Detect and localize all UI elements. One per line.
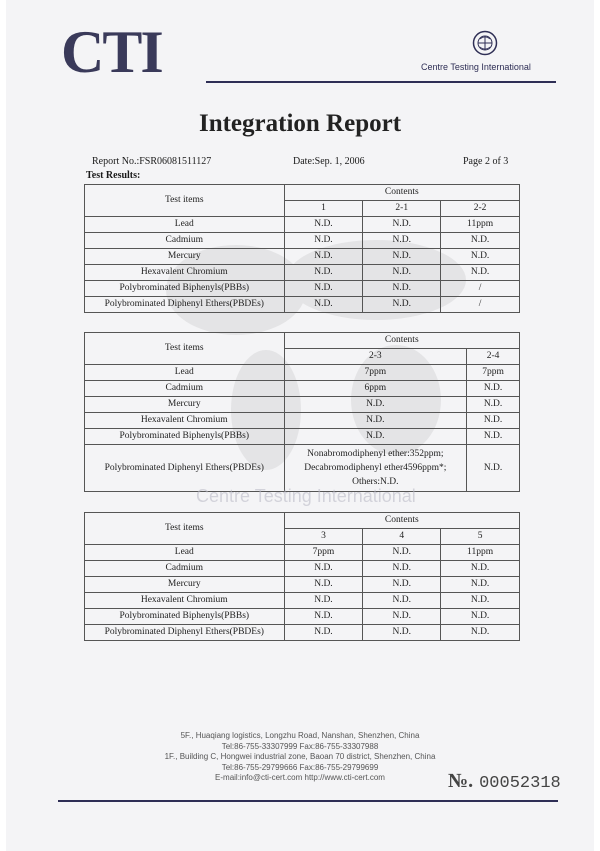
result-value: 7ppm: [284, 365, 467, 381]
report-title: Integration Report: [198, 110, 402, 137]
pbde-detail-line: Others:N.D.: [352, 477, 399, 487]
footer-line: E-mail:info@cti-cert.com http://www.cti-cert.com: [215, 773, 385, 782]
serial-prefix: №.: [448, 770, 474, 792]
test-item: Cadmium: [85, 561, 285, 577]
table-row: [85, 561, 520, 577]
result-value: N.D.: [363, 281, 441, 297]
test-item: Lead: [85, 365, 285, 381]
result-value: N.D.: [441, 265, 520, 281]
table-row: [85, 297, 520, 313]
table-row: [85, 429, 520, 445]
result-value: N.D.: [441, 625, 520, 641]
test-item: Polybrominated Biphenyls(PBBs): [85, 609, 285, 625]
result-value: N.D.: [363, 561, 441, 577]
result-value: N.D.: [363, 217, 441, 233]
footer-line: Tel:86-755-33307999 Fax:86-755-33307988: [221, 741, 379, 751]
table-row: [85, 265, 520, 281]
result-value: N.D.: [284, 249, 363, 265]
table-row: [85, 577, 520, 593]
result-value: N.D.: [284, 217, 363, 233]
result-value: N.D.: [467, 413, 520, 429]
result-value: N.D.: [441, 609, 520, 625]
result-value: N.D.: [284, 609, 363, 625]
result-value: N.D.: [467, 381, 520, 397]
table-row: [85, 217, 520, 233]
pbde-detail-cell: [284, 445, 467, 492]
result-value: N.D.: [284, 265, 363, 281]
test-results-label: Test Results:: [86, 170, 141, 181]
result-value: N.D.: [284, 429, 467, 445]
column-header: 5: [441, 529, 520, 545]
column-header: 2-3: [284, 349, 467, 365]
test-item: Cadmium: [85, 233, 285, 249]
result-value: N.D.: [441, 249, 520, 265]
result-value: 6ppm: [284, 381, 467, 397]
result-value: N.D.: [363, 545, 441, 561]
test-items-header: Test items: [85, 513, 285, 545]
column-header: 4: [363, 529, 441, 545]
table-row: [85, 233, 520, 249]
result-value: N.D.: [284, 281, 363, 297]
header-divider: [206, 81, 556, 83]
result-value: N.D.: [441, 233, 520, 249]
test-items-header: Test items: [85, 333, 285, 365]
column-header: 3: [284, 529, 363, 545]
globe-emblem-icon: [472, 30, 498, 56]
column-header: 1: [284, 201, 363, 217]
contents-header: Contents: [284, 333, 520, 349]
test-item: Hexavalent Chromium: [85, 593, 285, 609]
serial-number: [448, 770, 561, 793]
result-value: N.D.: [441, 577, 520, 593]
result-value: N.D.: [363, 577, 441, 593]
result-value: N.D.: [284, 233, 363, 249]
report-page: [6, 0, 594, 851]
result-value: N.D.: [441, 561, 520, 577]
result-value: N.D.: [284, 397, 467, 413]
result-value: N.D.: [284, 625, 363, 641]
table-row: [85, 609, 520, 625]
result-value: N.D.: [363, 233, 441, 249]
result-value: N.D.: [284, 577, 363, 593]
result-value: N.D.: [284, 561, 363, 577]
results-table-2: [84, 332, 520, 492]
result-value: 7ppm: [284, 545, 363, 561]
pbde-detail-line: Nonabromodiphenyl ether:352ppm;: [307, 449, 444, 459]
report-number: Report No.:FSR06081511127: [92, 156, 212, 167]
table-row: [85, 365, 520, 381]
result-value: 11ppm: [441, 217, 520, 233]
test-item: Lead: [85, 217, 285, 233]
serial-value: 00052318: [479, 774, 561, 793]
table-row: [85, 249, 520, 265]
footer-line: Tel:86-755-29799666 Fax:86-755-29799699: [221, 762, 379, 772]
results-table-3: [84, 512, 520, 641]
cti-logo: CTI: [61, 19, 162, 85]
pbde-detail-line: Decabromodiphenyl ether4596ppm*;: [304, 463, 447, 473]
column-header: 2-1: [363, 201, 441, 217]
test-item: Polybrominated Diphenyl Ethers(PBDEs): [85, 625, 285, 641]
result-value: N.D.: [363, 249, 441, 265]
test-item: Polybrominated Biphenyls(PBBs): [85, 281, 285, 297]
table-row: [85, 625, 520, 641]
brand-name: Centre Testing International: [421, 62, 531, 72]
contents-header: Contents: [284, 185, 519, 201]
result-value: N.D.: [363, 265, 441, 281]
test-item: Mercury: [85, 249, 285, 265]
results-table-1: [84, 184, 520, 313]
report-date: Date:Sep. 1, 2006: [293, 156, 365, 167]
test-item: Cadmium: [85, 381, 285, 397]
result-value: N.D.: [363, 609, 441, 625]
result-value: N.D.: [284, 413, 467, 429]
result-value: /: [441, 297, 520, 313]
result-value: N.D.: [441, 593, 520, 609]
table-row: [85, 381, 520, 397]
watermark-text: Centre Testing International: [196, 486, 416, 506]
result-value: N.D.: [363, 625, 441, 641]
footer-divider: [58, 800, 558, 802]
footer-line: 5F., Huaqiang logistics, Longzhu Road, Nanshan, Shenzhen, China: [180, 731, 420, 740]
test-item: Mercury: [85, 577, 285, 593]
table-row: [85, 545, 520, 561]
result-value: 7ppm: [467, 365, 520, 381]
table-row: [85, 413, 520, 429]
contents-header: Contents: [284, 513, 519, 529]
result-value: N.D.: [284, 297, 363, 313]
test-item: Polybrominated Biphenyls(PBBs): [85, 429, 285, 445]
test-item: Mercury: [85, 397, 285, 413]
table-row: [85, 397, 520, 413]
table-row: [85, 445, 520, 492]
result-value: 11ppm: [441, 545, 520, 561]
result-value: /: [441, 281, 520, 297]
table-row: [85, 281, 520, 297]
test-item: Hexavalent Chromium: [85, 413, 285, 429]
column-header: 2-4: [467, 349, 520, 365]
test-item: Polybrominated Diphenyl Ethers(PBDEs): [85, 297, 285, 313]
result-value: N.D.: [467, 429, 520, 445]
result-value: N.D.: [467, 397, 520, 413]
test-item: Polybrominated Diphenyl Ethers(PBDEs): [85, 445, 285, 492]
table-row: [85, 593, 520, 609]
test-item: Hexavalent Chromium: [85, 265, 285, 281]
result-value: N.D.: [467, 445, 520, 492]
result-value: N.D.: [363, 593, 441, 609]
test-item: Lead: [85, 545, 285, 561]
result-value: N.D.: [284, 593, 363, 609]
footer-line: 1F., Building C, Hongwei industrial zone, Baoan 70 district, Shenzhen, China: [164, 752, 436, 761]
column-header: 2-2: [441, 201, 520, 217]
result-value: N.D.: [363, 297, 441, 313]
page-number: Page 2 of 3: [463, 156, 509, 167]
test-items-header: Test items: [85, 185, 285, 217]
